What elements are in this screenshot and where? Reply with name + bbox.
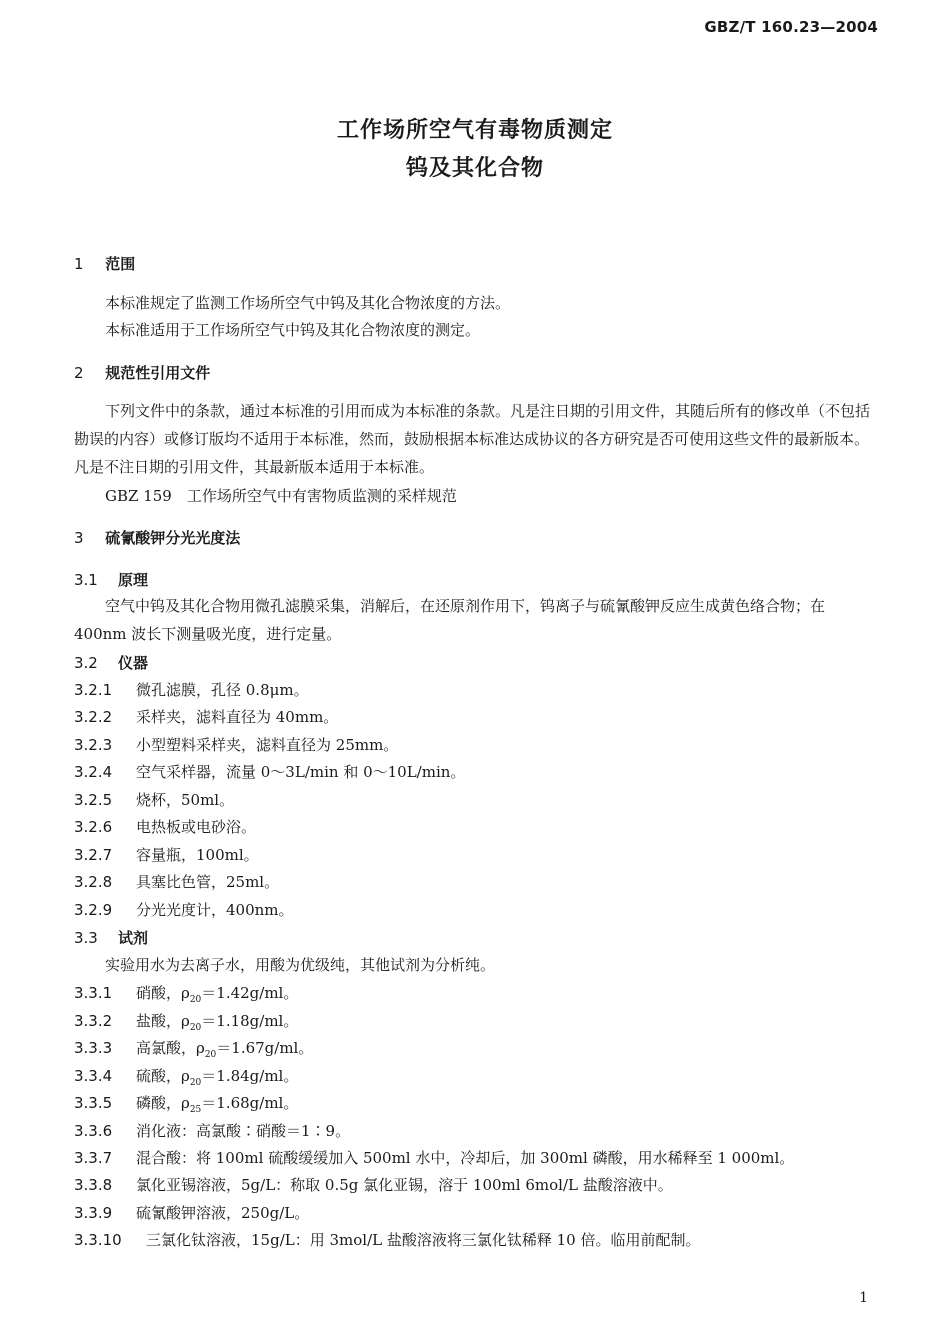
principle-paragraph: 空气中钨及其化合物用微孔滤膜采集，消解后，在还原剂作用下，钨离子与硫氰酸钾反应生成黄色络合物；在 400nm 波长下测量吸光度，进行定量。 — [74, 597, 826, 643]
list-item — [74, 1010, 298, 1033]
item-text-tail: ＝1.18g/ml。 — [201, 1012, 299, 1030]
list-item — [74, 844, 259, 865]
subsection-3-2-heading — [74, 652, 148, 673]
section-number: 2 — [74, 364, 84, 382]
item-subscript: 20 — [189, 1078, 202, 1088]
subsection-number: 3.1 — [74, 571, 98, 589]
list-item — [74, 1092, 298, 1115]
section-number: 3 — [74, 529, 84, 547]
item-number: 3.2.5 — [74, 791, 113, 809]
subsection-title: 仪器 — [118, 654, 149, 672]
item-text: 高氯酸，ρ — [136, 1039, 205, 1057]
list-item — [74, 1174, 673, 1195]
normative-reference: GBZ 159 工作场所空气中有害物质监测的采样规范 — [105, 487, 457, 505]
section-2-paragraph: 下列文件中的条款，通过本标准的引用而成为本标准的条款。凡是注日期的引用文件，其随后所有的修改单（不包括勘误的内容）或修订版均不适用于本标准，然而，鼓励根据本标准达成协议的各方研究是否可使用这些文件的最新版本。凡是不注日期的引用文件，其最新版本适用于本标准。 — [74, 402, 871, 476]
list-item — [74, 1202, 309, 1223]
subsection-title: 原理 — [118, 571, 149, 589]
item-number: 3.2.4 — [74, 763, 113, 781]
subsection-number: 3.3 — [74, 929, 98, 947]
list-item — [74, 1065, 298, 1088]
subsection-3-1-heading — [74, 569, 148, 590]
item-text: 空气采样器，流量 0～3L/min 和 0～10L/min。 — [136, 763, 466, 781]
list-item — [74, 679, 309, 700]
item-text-tail: ＝1.67g/ml。 — [216, 1039, 314, 1057]
list-item — [74, 982, 298, 1005]
list-item — [74, 1147, 794, 1168]
item-text: 硝酸，ρ — [136, 984, 190, 1002]
reagents-paragraph: 实验用水为去离子水，用酸为优级纯，其他试剂为分析纯。 — [105, 956, 496, 974]
standard-code: GBZ/T 160.23—2004 — [704, 18, 878, 36]
item-text: 微孔滤膜，孔径 0.8μm。 — [136, 681, 309, 699]
item-number: 3.2.9 — [74, 901, 113, 919]
item-subscript: 25 — [189, 1105, 202, 1115]
item-number: 3.3.9 — [74, 1204, 113, 1222]
item-text: 磷酸，ρ — [136, 1094, 190, 1112]
list-item — [74, 1229, 700, 1250]
item-number: 3.3.1 — [74, 984, 113, 1002]
item-text: 盐酸，ρ — [136, 1012, 190, 1030]
item-text-tail: ＝1.42g/ml。 — [201, 984, 299, 1002]
item-number: 3.2.3 — [74, 736, 113, 754]
item-text: 硫氰酸钾溶液，250g/L。 — [136, 1204, 310, 1222]
item-text: 电热板或电砂浴。 — [136, 818, 257, 836]
list-item — [74, 734, 398, 755]
item-number: 3.2.8 — [74, 873, 113, 891]
section-number: 1 — [74, 255, 84, 273]
list-item — [74, 871, 279, 892]
item-number: 3.3.2 — [74, 1012, 113, 1030]
item-subscript: 20 — [204, 1050, 217, 1060]
item-text: 氯化亚锡溶液，5g/L：称取 0.5g 氯化亚锡，溶于 100ml 6mol/L 盐酸溶液中。 — [136, 1176, 673, 1194]
list-item — [74, 1120, 350, 1141]
section-2-heading — [74, 362, 210, 383]
subsection-3-3-heading — [74, 927, 148, 948]
section-1-heading — [74, 253, 135, 274]
item-text-tail: ＝1.84g/ml。 — [201, 1067, 299, 1085]
item-text: 分光光度计，400nm。 — [136, 901, 294, 919]
item-text: 烧杯，50ml。 — [136, 791, 235, 809]
subsection-title: 试剂 — [118, 929, 149, 947]
item-text: 小型塑料采样夹，滤料直径为 25mm。 — [136, 736, 399, 754]
item-text: 消化液：高氯酸∶硝酸＝1∶9。 — [136, 1122, 351, 1140]
subsection-number: 3.2 — [74, 654, 98, 672]
page-number: 1 — [859, 1290, 868, 1306]
item-text: 容量瓶，100ml。 — [136, 846, 259, 864]
item-number: 3.3.10 — [74, 1231, 122, 1249]
item-number: 3.2.7 — [74, 846, 113, 864]
list-item — [74, 899, 294, 920]
item-text-tail: ＝1.68g/ml。 — [201, 1094, 299, 1112]
section-title: 规范性引用文件 — [105, 364, 211, 382]
item-number: 3.3.3 — [74, 1039, 113, 1057]
item-text: 混合酸：将 100ml 硫酸缓缓加入 500ml 水中，冷却后，加 300ml 磷酸，用水稀释至 1 000ml。 — [136, 1149, 795, 1167]
item-number: 3.3.7 — [74, 1149, 113, 1167]
item-number: 3.3.8 — [74, 1176, 113, 1194]
list-item — [74, 706, 338, 727]
section-1-paragraph-2: 本标准适用于工作场所空气中钨及其化合物浓度的测定。 — [105, 321, 481, 339]
item-subscript: 20 — [189, 995, 202, 1005]
item-number: 3.2.2 — [74, 708, 113, 726]
document-title: 工作场所空气有毒物质测定 — [336, 118, 613, 143]
section-3-heading — [74, 527, 240, 548]
list-item — [74, 789, 234, 810]
item-number: 3.2.1 — [74, 681, 113, 699]
section-title: 硫氰酸钾分光光度法 — [105, 529, 241, 547]
document-subtitle: 钨及其化合物 — [405, 156, 544, 181]
item-text: 三氯化钛溶液，15g/L：用 3mol/L 盐酸溶液将三氯化钛稀释 10 倍。临用前配制。 — [146, 1231, 701, 1249]
list-item — [74, 1037, 313, 1060]
item-text: 硫酸，ρ — [136, 1067, 190, 1085]
item-number: 3.3.6 — [74, 1122, 113, 1140]
section-1-paragraph-1: 本标准规定了监测工作场所空气中钨及其化合物浓度的方法。 — [105, 294, 511, 312]
section-title: 范围 — [105, 255, 136, 273]
list-item — [74, 761, 465, 782]
item-subscript: 20 — [189, 1023, 202, 1033]
item-text: 采样夹，滤料直径为 40mm。 — [136, 708, 339, 726]
item-number: 3.3.5 — [74, 1094, 113, 1112]
item-number: 3.2.6 — [74, 818, 113, 836]
list-item — [74, 816, 256, 837]
item-number: 3.3.4 — [74, 1067, 113, 1085]
item-text: 具塞比色管，25ml。 — [136, 873, 280, 891]
